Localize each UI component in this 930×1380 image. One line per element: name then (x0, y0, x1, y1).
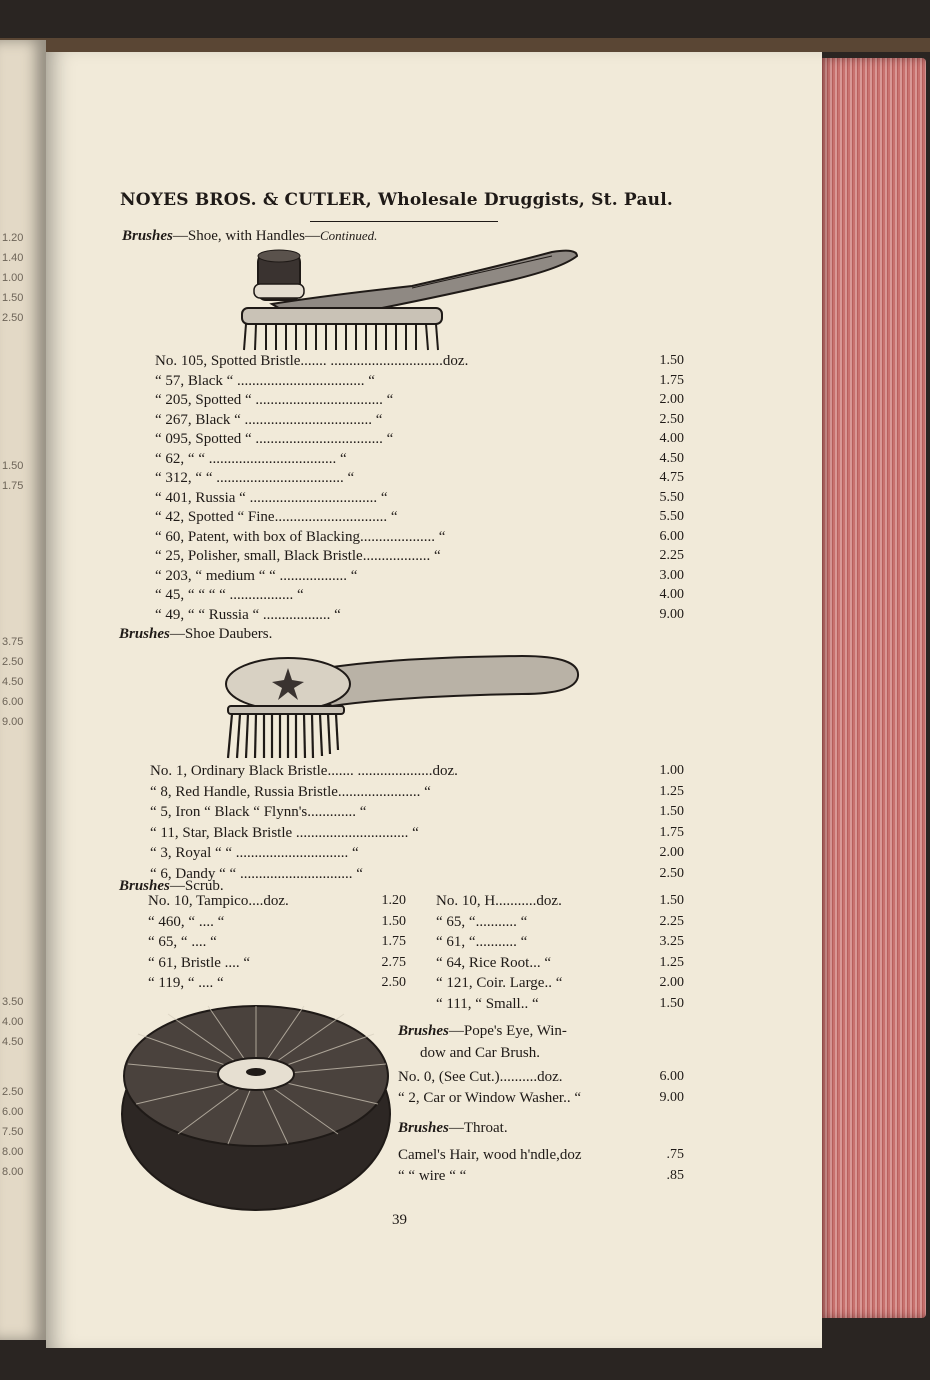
price-row-item: “ 111, “ Small.. “ (436, 996, 539, 1012)
price-row-item: “ 49, “ “ Russia “ .................. “ (155, 606, 341, 623)
price-value: 2.50 (659, 411, 684, 427)
price-value: 2.75 (381, 954, 406, 970)
left-page-price: 1.50 (2, 292, 24, 304)
left-page-price: 1.00 (2, 272, 24, 284)
price-row-item: “ 2, Car or Window Washer.. “ (398, 1089, 582, 1106)
left-page-price: 4.50 (2, 676, 24, 688)
price-row-item: “ 095, Spotted “ .................................. “ (155, 431, 394, 447)
price-row-item: “ 42, Spotted “ Fine.............................. “ (155, 509, 398, 525)
price-value: 2.00 (659, 975, 684, 991)
price-row-item: “ 3, Royal “ “ .............................. “ (150, 845, 359, 862)
left-page-price: 6.00 (2, 1106, 24, 1118)
section-label-scrub: Brushes—Scrub. (119, 878, 224, 894)
price-row-item: “ 312, “ “ .................................. “ (155, 470, 355, 486)
price-value: 1.75 (659, 824, 684, 840)
price-value: 1.25 (659, 783, 684, 799)
price-value: 1.20 (381, 893, 406, 908)
price-row-item: “ 64, Rice Root... “ (436, 954, 551, 971)
left-page-price: 7.50 (2, 1126, 24, 1138)
price-value: 2.00 (659, 392, 684, 407)
shoe-brush-illustration (232, 246, 582, 354)
price-row-item: No. 10, Tampico....doz. (148, 893, 289, 909)
price-value: 5.50 (659, 509, 684, 524)
price-row-item: “ 8, Red Handle, Russia Bristle...................... “ (150, 783, 431, 800)
page-number: 39 (392, 1212, 407, 1228)
price-value: 1.25 (659, 954, 684, 970)
left-page-price: 3.75 (2, 636, 24, 648)
price-row-item: “ 57, Black “ .................................. “ (155, 372, 375, 389)
price-row-item: “ 119, “ .... “ (148, 975, 224, 992)
price-value: 2.50 (381, 975, 406, 991)
price-row-item: “ 121, Coir. Large.. “ (436, 975, 563, 992)
price-value: .75 (666, 1147, 684, 1162)
price-value: 1.00 (659, 763, 684, 778)
left-page-price: 8.00 (2, 1166, 24, 1178)
price-row-item: “ 401, Russia “ .................................. “ (155, 489, 388, 506)
price-value: 1.50 (659, 893, 684, 908)
left-page-price: 1.20 (2, 232, 24, 244)
price-row-item: No. 10, H...........doz. (436, 893, 562, 909)
price-value: 1.75 (659, 372, 684, 388)
price-row-item: “ 25, Polisher, small, Black Bristle.................. “ (155, 548, 441, 564)
price-row-item: Camel's Hair, wood h'ndle,doz (398, 1147, 582, 1163)
price-row-item: “ 45, “ “ “ “ ................. “ (155, 587, 304, 603)
section-label-shoe-daubers: Brushes—Shoe Daubers. (119, 626, 273, 642)
left-page-edge (0, 40, 46, 1340)
price-row-item: No. 0, (See Cut.)..........doz. (398, 1069, 563, 1085)
price-row-item: “ 65, “........... “ (436, 913, 528, 930)
left-page-price: 4.00 (2, 1016, 24, 1028)
price-row-item: “ 267, Black “ .................................. “ (155, 411, 383, 428)
price-value: 6.00 (659, 1069, 684, 1084)
price-row-item: “ 205, Spotted “ .................................. “ (155, 392, 394, 408)
price-value: .85 (666, 1168, 684, 1183)
price-row-item: “ 11, Star, Black Bristle .............................. “ (150, 824, 419, 841)
left-page-price: 3.50 (2, 996, 24, 1008)
left-page-price: 8.00 (2, 1146, 24, 1158)
price-row-item: “ 61, “........... “ (436, 934, 528, 951)
price-value: 4.00 (659, 431, 684, 446)
price-value: 3.00 (659, 567, 684, 583)
left-page-price: 4.50 (2, 1036, 24, 1048)
price-row-item: “ 62, “ “ .................................. “ (155, 450, 347, 467)
left-page-price: 1.40 (2, 252, 24, 264)
price-row-item: “ 5, Iron “ Black “ Flynn's............. “ (150, 804, 367, 821)
price-row-item: “ 6, Dandy “ “ .............................. “ (150, 866, 363, 882)
left-page-price: 1.50 (2, 460, 24, 472)
left-page-price: 2.50 (2, 656, 24, 668)
header-rule (310, 221, 498, 222)
section-label-throat: Brushes—Throat. (398, 1120, 508, 1136)
popes-eye-brush-illustration (118, 994, 394, 1214)
price-row-item: “ 203, “ medium “ “ .................. “ (155, 567, 358, 584)
left-page-price: 9.00 (2, 716, 24, 728)
price-row-item: “ 460, “ .... “ (148, 913, 225, 930)
price-value: 2.50 (659, 866, 684, 881)
price-value: 3.25 (659, 934, 684, 950)
price-value: 1.50 (659, 996, 684, 1011)
left-page-price: 2.50 (2, 312, 24, 324)
left-page-price: 1.75 (2, 480, 24, 492)
price-value: 1.50 (659, 353, 684, 368)
price-row-item: “ “ wire “ “ (398, 1168, 467, 1184)
left-page-price: 2.50 (2, 1086, 24, 1098)
price-value: 1.50 (381, 913, 406, 929)
left-page-price: 6.00 (2, 696, 24, 708)
price-value: 9.00 (659, 606, 684, 622)
price-value: 4.50 (659, 450, 684, 466)
price-value: 1.75 (381, 934, 406, 950)
page-header: NOYES BROS. & CUTLER, Wholesale Druggists, St. Paul. (120, 190, 674, 210)
book-spine-shadow (0, 38, 930, 52)
price-value: 2.25 (659, 913, 684, 929)
section-label-popes-eye: Brushes—Pope's Eye, Win- dow and Car Brush. (398, 1023, 567, 1061)
price-value: 2.25 (659, 548, 684, 563)
price-value: 4.75 (659, 470, 684, 485)
price-value: 4.00 (659, 587, 684, 602)
price-value: 5.50 (659, 489, 684, 505)
dauber-brush-illustration (222, 650, 582, 762)
price-value: 6.00 (659, 528, 684, 544)
price-value: 2.00 (659, 845, 684, 861)
price-row-item: “ 65, “ .... “ (148, 934, 217, 951)
price-row-item: No. 1, Ordinary Black Bristle....... ....................doz. (150, 763, 458, 779)
section-label-shoe-handles: Brushes—Shoe, with Handles—Continued. (122, 228, 378, 244)
price-value: 1.50 (659, 804, 684, 820)
price-row-item: “ 60, Patent, with box of Blacking.................... “ (155, 528, 446, 545)
price-value: 9.00 (659, 1089, 684, 1105)
price-row-item: “ 61, Bristle .... “ (148, 954, 251, 971)
price-row-item: No. 105, Spotted Bristle....... ..............................doz. (155, 353, 469, 369)
page-block-edges (818, 58, 926, 1318)
